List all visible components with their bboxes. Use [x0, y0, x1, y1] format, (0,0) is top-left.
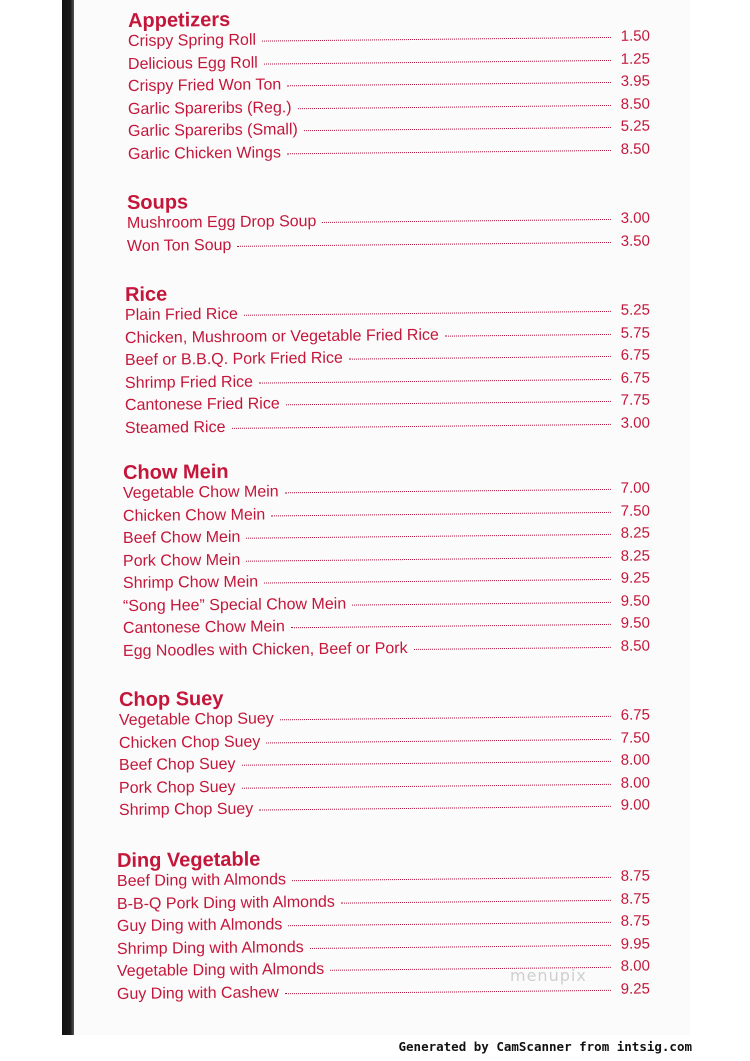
- item-price: 7.50: [620, 501, 651, 520]
- item-price: 8.50: [620, 95, 651, 113]
- item-price: 3.00: [620, 414, 651, 432]
- leader-dots: [292, 876, 611, 881]
- item-price: 8.25: [620, 546, 651, 565]
- leader-dots: [287, 81, 611, 86]
- item-name: Beef Chop Suey: [118, 755, 236, 774]
- item-price: 5.25: [620, 117, 651, 135]
- item-name: Chicken Chop Suey: [118, 733, 261, 752]
- leader-dots: [445, 332, 611, 336]
- item-price: 6.75: [620, 369, 651, 387]
- leader-dots: [259, 805, 611, 811]
- item-price: 8.50: [620, 140, 651, 158]
- menu-item: [119, 796, 650, 824]
- item-name: Chicken, Mushroom or Vegetable Fried Rice: [124, 326, 439, 347]
- section-title: Chow Mein: [122, 460, 229, 484]
- item-price: 8.75: [620, 912, 651, 930]
- leader-dots: [288, 921, 611, 926]
- leader-dots: [341, 898, 611, 903]
- item-price: 7.00: [620, 479, 651, 497]
- item-name: Pork Chop Suey: [118, 778, 236, 797]
- leader-dots: [237, 240, 611, 246]
- leader-dots: [286, 400, 611, 405]
- footer-text: Generated by CamScanner from intsig.com: [398, 1039, 692, 1054]
- item-name: Beef Ding with Almonds: [116, 871, 287, 890]
- leader-dots: [291, 623, 611, 628]
- item-name: Guy Ding with Almonds: [116, 916, 283, 935]
- section-title: Rice: [124, 283, 168, 306]
- leader-dots: [304, 126, 611, 131]
- item-name: Pork Chow Mein: [122, 551, 241, 570]
- item-name: Crispy Fried Won Ton: [127, 76, 282, 95]
- item-price: 9.50: [620, 614, 651, 632]
- item-price: 9.25: [620, 569, 651, 587]
- item-name: “Song Hee” Special Chow Mein: [122, 595, 347, 615]
- item-name: Chicken Chow Mein: [122, 506, 266, 525]
- leader-dots: [349, 355, 611, 360]
- item-price: 3.95: [620, 72, 651, 90]
- menu-item: [123, 637, 650, 665]
- item-name: Shrimp Chop Suey: [118, 800, 254, 819]
- watermark: menupix: [510, 966, 587, 985]
- section-soups: [127, 192, 650, 260]
- leader-dots: [285, 988, 611, 993]
- leader-dots: [352, 600, 611, 605]
- item-price: 9.95: [620, 934, 651, 953]
- leader-dots: [264, 578, 611, 584]
- item-name: Shrimp Fried Rice: [124, 373, 254, 392]
- item-price: 6.75: [620, 706, 651, 724]
- item-name: Cantonese Chow Mein: [122, 618, 285, 637]
- item-price: 8.75: [620, 867, 651, 885]
- item-price: 8.00: [620, 957, 651, 975]
- item-name: Plain Fried Rice: [124, 305, 238, 324]
- leader-dots: [266, 737, 611, 743]
- leader-dots: [271, 510, 611, 516]
- leader-dots: [280, 715, 611, 720]
- item-price: 3.00: [620, 209, 651, 227]
- section-chop-suey: [119, 689, 650, 825]
- leader-dots: [298, 103, 611, 108]
- item-price: 8.00: [620, 751, 651, 769]
- leader-dots: [414, 645, 611, 649]
- leader-dots: [287, 148, 611, 153]
- section-appetizers: [128, 10, 650, 168]
- leader-dots: [262, 36, 611, 42]
- item-price: 1.25: [620, 50, 651, 68]
- section-title: Appetizers: [127, 8, 231, 32]
- item-price: 8.75: [620, 889, 651, 908]
- leader-dots: [241, 760, 610, 766]
- item-price: 7.50: [620, 728, 651, 747]
- item-name: Shrimp Ding with Almonds: [116, 938, 304, 958]
- item-name: Mushroom Egg Drop Soup: [126, 213, 317, 232]
- section-title: Chop Suey: [118, 687, 224, 711]
- leader-dots: [246, 533, 611, 539]
- item-name: Delicious Egg Roll: [127, 54, 258, 73]
- leader-dots: [241, 782, 610, 788]
- item-name: Vegetable Chop Suey: [118, 710, 274, 729]
- menu-item: [127, 232, 650, 260]
- section-title: Soups: [126, 191, 189, 214]
- section-rice: [125, 284, 650, 442]
- item-name: Beef or B.B.Q. Pork Fried Rice: [124, 349, 343, 369]
- item-price: 1.50: [620, 27, 651, 45]
- item-name: B-B-Q Pork Ding with Almonds: [116, 893, 335, 913]
- item-price: 8.50: [620, 636, 651, 655]
- leader-dots: [322, 218, 611, 223]
- item-name: Shrimp Chow Mein: [122, 573, 259, 592]
- item-name: Steamed Rice: [124, 418, 226, 437]
- leader-dots: [285, 488, 611, 493]
- menu-item: [128, 140, 650, 168]
- leader-dots: [244, 310, 611, 316]
- section-title: Ding Vegetable: [116, 848, 261, 872]
- item-name: Garlic Spareribs (Small): [127, 121, 298, 140]
- item-name: Garlic Spareribs (Reg.): [127, 98, 292, 118]
- item-price: 3.50: [620, 232, 651, 250]
- item-price: 9.25: [620, 979, 651, 998]
- item-name: Beef Chow Mein: [122, 528, 241, 547]
- leader-dots: [259, 377, 611, 383]
- item-price: 7.75: [620, 391, 651, 409]
- item-name: Vegetable Chow Mein: [122, 483, 279, 502]
- item-price: 8.25: [620, 524, 651, 542]
- item-name: Cantonese Fried Rice: [124, 395, 280, 414]
- item-name: Garlic Chicken Wings: [127, 143, 281, 163]
- item-name: Won Ton Soup: [126, 236, 232, 255]
- item-price: 5.25: [620, 301, 651, 319]
- leader-dots: [264, 58, 611, 64]
- leader-dots: [310, 943, 611, 948]
- item-price: 8.00: [620, 773, 651, 792]
- item-price: 9.00: [620, 796, 651, 814]
- item-name: Crispy Spring Roll: [127, 31, 257, 50]
- item-price: 5.75: [620, 324, 651, 342]
- leader-dots: [231, 422, 611, 428]
- item-name: Guy Ding with Cashew: [116, 983, 279, 1003]
- item-price: 9.50: [620, 591, 651, 610]
- item-name: Vegetable Ding with Almonds: [116, 960, 325, 980]
- item-price: 6.75: [620, 346, 651, 364]
- menu-item: [125, 414, 650, 442]
- item-name: Egg Noodles with Chicken, Beef or Pork: [122, 639, 408, 660]
- leader-dots: [246, 555, 611, 561]
- section-chow-mein: [123, 462, 650, 665]
- footer: [0, 1035, 750, 1061]
